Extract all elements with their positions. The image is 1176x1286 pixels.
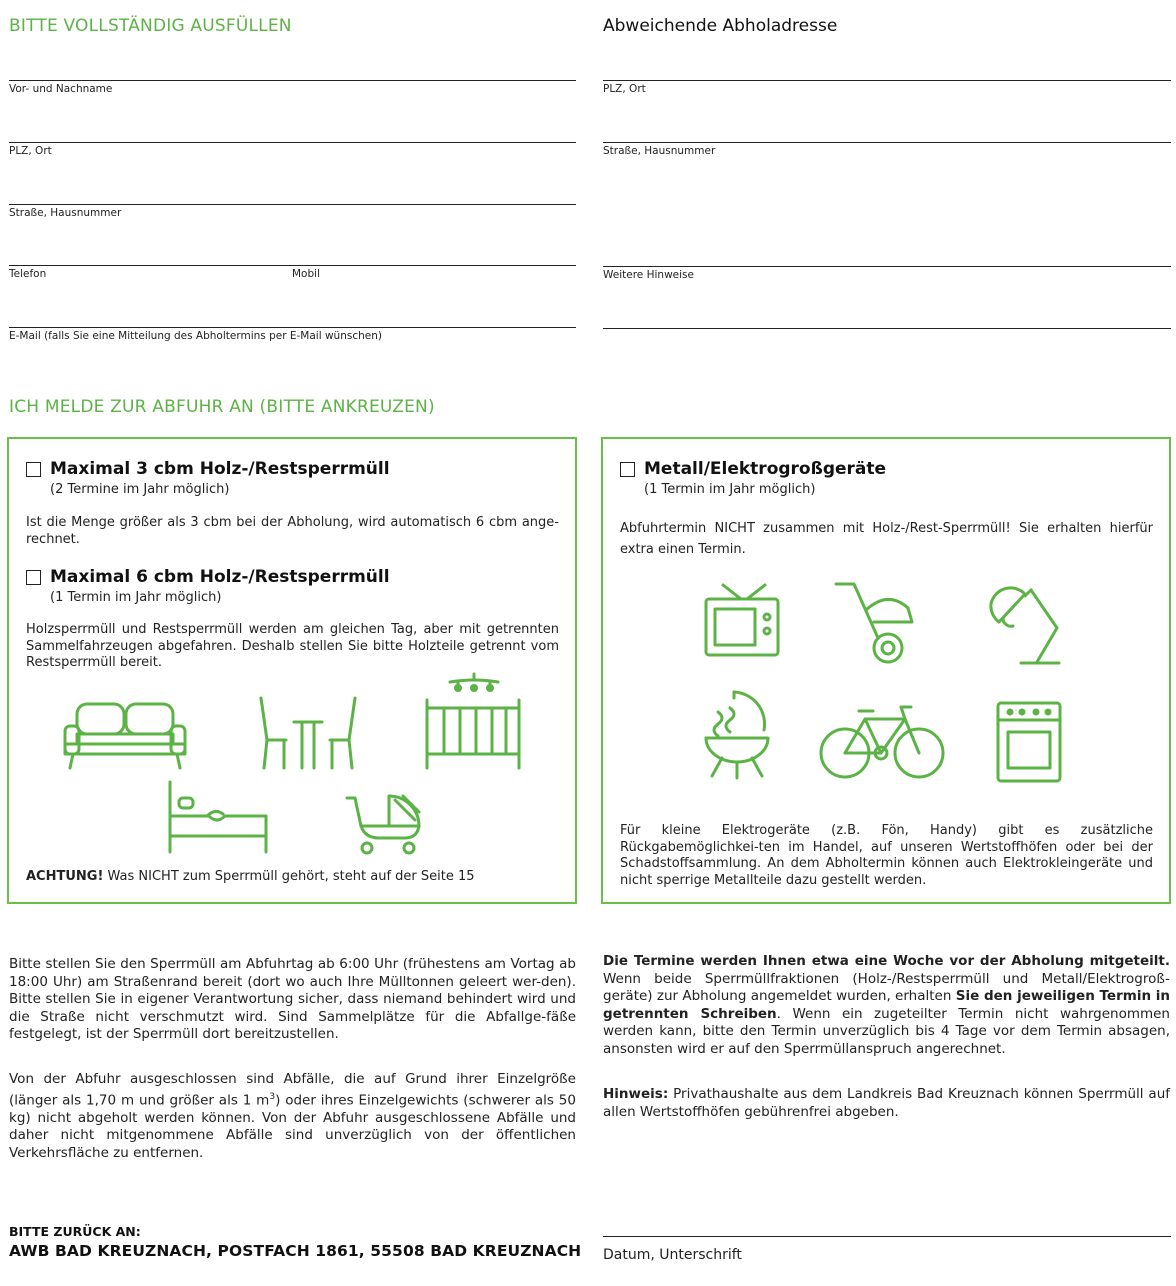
checkbox-3cbm[interactable]: [26, 462, 41, 477]
termine-bold: Die Termine werden Ihnen etwa eine Woche vor der Abholung mitgeteilt.: [603, 953, 1170, 969]
name-field[interactable]: [9, 80, 576, 81]
crib-icon: [424, 672, 522, 772]
warning-text: Was NICHT zum Sperrmüll gehört, steht auf der Seite 15: [103, 869, 475, 884]
info-left-p2: [9, 1071, 576, 1162]
mobile-label: Mobil: [292, 268, 320, 280]
stove-icon: [995, 700, 1063, 784]
phone-label: Telefon: [9, 268, 47, 280]
info-right-p2-text: Privathaushalte aus dem Landkreis Bad Kreuznach können Sperrmüll auf allen Wertstoffhöfen gebührenfrei abgeben.: [603, 1086, 1170, 1120]
tv-icon: [703, 583, 781, 659]
option-3cbm-label: Maximal 3 cbm Holz-/Restsperrmüll: [50, 459, 390, 479]
return-label: BITTE ZURÜCK AN:: [9, 1224, 141, 1239]
metal-note: Abfuhrtermin NICHT zusammen mit Holz-/Rest-Sperrmüll! Sie erhalten hierfür extra einen Termin.: [620, 521, 1153, 557]
signature-label: Datum, Unterschrift: [603, 1247, 742, 1263]
option-metal-sub: (1 Termin im Jahr möglich): [644, 482, 816, 497]
notes-field[interactable]: [603, 266, 1171, 267]
alt-street-field[interactable]: [603, 142, 1171, 143]
phone-field[interactable]: [9, 265, 576, 266]
bicycle-icon: [819, 705, 945, 783]
grill-icon: [702, 690, 772, 780]
warning-note: [26, 869, 475, 884]
return-address: AWB BAD KREUZNACH, POSTFACH 1861, 55508 BAD KREUZNACH: [9, 1242, 582, 1260]
cubic-sup: 3: [269, 1091, 276, 1102]
notes-label: Weitere Hinweise: [603, 269, 694, 281]
desk-lamp-icon: [985, 582, 1063, 666]
alt-address-heading: Abweichende Abholadresse: [603, 16, 838, 36]
3cbm-note: Ist die Menge größer als 3 cbm bei der Abholung, wird automatisch 6 cbm ange-rechnet.: [26, 515, 559, 547]
info-left-p1: Bitte stellen Sie den Sperrmüll am Abfuhrtag ab 6:00 Uhr (frühestens am Vortag ab 18:00 Uhr) am Straßenrand bereit (dort wo auch Ihre Mülltonnen geleert wer-den). Bitte stellen Sie in eigener Verantwortung sicher, dass niemand behindert wird und die Straße nicht verschmutzt wird. Sind Sammelplätze für die Abfallge-fäße festgelegt, ist der Sperrmüll dort bereitzustellen.: [9, 956, 576, 1042]
checkbox-metal[interactable]: [620, 462, 635, 477]
option-3cbm-sub: (2 Termine im Jahr möglich): [50, 482, 230, 497]
form-heading: BITTE VOLLSTÄNDIG AUSFÜLLEN: [9, 16, 292, 36]
signature-field[interactable]: [603, 1236, 1171, 1237]
table-chairs-icon: [258, 696, 358, 770]
alt-street-label: Straße, Hausnummer: [603, 145, 716, 157]
section-heading: ICH MELDE ZUR ABFUHR AN (BITTE ANKREUZEN): [9, 397, 435, 417]
sofa-icon: [63, 702, 187, 770]
info-right-p2: [603, 1086, 1170, 1121]
checkbox-6cbm[interactable]: [26, 570, 41, 585]
option-6cbm-sub: (1 Termin im Jahr möglich): [50, 590, 222, 605]
6cbm-note: Holzsperrmüll und Restsperrmüll werden am gleichen Tag, aber mit getrennten Sammelfahrzeugen abgefahren. Deshalb stellen Sie bitte Holzteile getrennt vom Restsperrmüll bereit.: [26, 622, 559, 670]
stroller-icon: [345, 780, 423, 856]
name-label: Vor- und Nachname: [9, 83, 113, 95]
option-6cbm[interactable]: [26, 567, 390, 587]
email-field[interactable]: [9, 327, 576, 328]
info-right-p1: [603, 953, 1170, 1058]
info-right-p1-b: . Wenn ein zugeteilter Termin nicht wahrgenommen werden kann, bitte den Termin unverzüglich bis 4 Tage vor dem Termin absagen, ansonsten wird er auf den Sperrmüllanspruch angerechnet.: [603, 1005, 1170, 1057]
email-label: E-Mail (falls Sie eine Mitteilung des Abholtermins per E-Mail wünschen): [9, 330, 382, 342]
lawnmower-icon: [834, 580, 916, 666]
option-metal[interactable]: [620, 459, 886, 479]
option-6cbm-label: Maximal 6 cbm Holz-/Restsperrmüll: [50, 567, 390, 587]
info-left-p2-part1: Von der Abfuhr ausgeschlossen sind Abfälle, die auf Grund ihrer Einzelgröße (länger als 1,70 m und größer als 1 m: [9, 1071, 576, 1108]
street-label: Straße, Hausnummer: [9, 207, 122, 219]
info-right-p1-a: Wenn beide Sperrmüllfraktionen (Holz-/Restsperrmüll und Metall/Elektrogroß-geräte) zur Abholung angemeldet wurden, erhalten: [603, 970, 1170, 1004]
warning-bold: ACHTUNG!: [26, 869, 104, 884]
plz-ort-field[interactable]: [9, 142, 576, 143]
separate-letters-bold: Sie den jeweiligen Termin in getrennten Schreiben: [603, 988, 1171, 1022]
bed-icon: [167, 780, 269, 854]
option-metal-label: Metall/Elektrogroßgeräte: [644, 459, 887, 479]
plz-ort-label: PLZ, Ort: [9, 145, 52, 157]
alt-plz-ort-label: PLZ, Ort: [603, 83, 646, 95]
info-left-p2-part2: ) oder ihres Einzelgewichts (schwerer als 50 kg) nicht abgeholt werden können. Von der Abfuhr ausgeschlossene Abfälle und daher nicht mitgenommene Abfälle sind unverzüglich von der öffentlichen Verkehrsfläche zu entfernen.: [9, 1092, 576, 1161]
hinweis-bold: Hinweis:: [603, 1086, 669, 1102]
option-3cbm[interactable]: [26, 459, 390, 479]
small-electro-note: Für kleine Elektrogeräte (z.B. Fön, Handy) gibt es zusätzliche Rückgabemöglichkei-ten im Handel, auf unseren Wertstoffhöfen oder bei der Schadstoffsammlung. An dem Abholtermin können auch Elektrokleingeräte und nicht sperrige Metallteile dazu gestellt werden.: [620, 823, 1153, 888]
notes-field-line2[interactable]: [603, 328, 1171, 329]
street-field[interactable]: [9, 204, 576, 205]
alt-plz-ort-field[interactable]: [603, 80, 1171, 81]
